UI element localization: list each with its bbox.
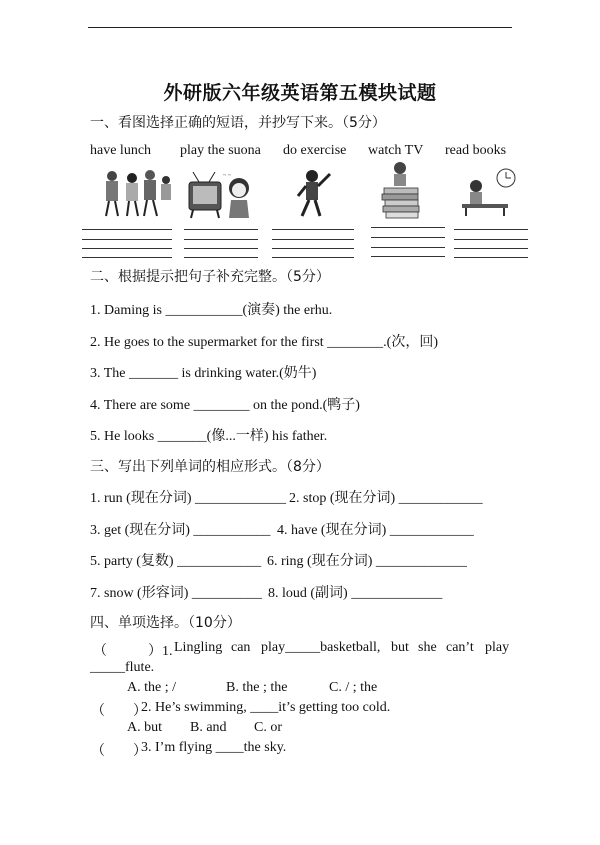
phrase-do-exercise: do exercise (283, 143, 347, 158)
word-form-item: 1. run (现在分词) _____________ (90, 491, 286, 506)
answer-line[interactable] (82, 257, 172, 258)
q1-word: but (391, 640, 409, 655)
word-form-item: 6. ring (现在分词) _____________ (267, 554, 467, 569)
answer-line[interactable] (82, 229, 172, 230)
answer-line[interactable] (371, 247, 445, 248)
section2-heading: 二、根据提示把句子补充完整。（5分） (90, 269, 330, 285)
answer-line[interactable] (371, 237, 445, 238)
answer-line[interactable] (371, 227, 445, 228)
answer-line[interactable] (454, 229, 528, 230)
section2-item-5: 5. He looks _______(像...一样) his father. (90, 429, 328, 444)
answer-line[interactable] (184, 257, 258, 258)
q1-word: can’t (446, 640, 474, 655)
word-form-item: 3. get (现在分词) ___________ (90, 523, 271, 538)
q2-option-c[interactable]: C. or (254, 720, 282, 735)
answer-line[interactable] (371, 256, 445, 257)
q3-paren: （ ） (91, 744, 147, 759)
q1-option-c[interactable]: C. / ; the (329, 680, 378, 695)
answer-line[interactable] (184, 248, 258, 249)
q3-text: 3. I’m flying ____the sky. (141, 740, 287, 755)
top-rule (88, 27, 512, 28)
section2-item-3: 3. The _______ is drinking water.(奶牛) (90, 366, 317, 381)
word-form-item: 2. stop (现在分词) ____________ (289, 491, 483, 506)
answer-line[interactable] (82, 248, 172, 249)
q1-paren-open: （ (93, 644, 107, 659)
word-form-item: 8. loud (副词) _____________ (268, 586, 443, 601)
page-title: 外研版六年级英语第五模块试题 (163, 82, 437, 104)
answer-line[interactable] (454, 257, 528, 258)
q1-word: she (418, 640, 437, 655)
word-form-item: 5. party (复数) ____________ (90, 554, 262, 569)
q1-option-b[interactable]: B. the ; the (226, 680, 288, 695)
q2-option-b[interactable]: B. and (190, 720, 227, 735)
section1-heading: 一、看图选择正确的短语，并抄写下来。（5分） (90, 115, 386, 131)
answer-line[interactable] (184, 239, 258, 240)
answer-line[interactable] (272, 229, 354, 230)
q1-number: ）1. (148, 644, 173, 659)
q1-option-a[interactable]: A. the ; / (127, 680, 176, 695)
q2-option-a[interactable]: A. but (127, 720, 162, 735)
q1-word: Lingling (174, 640, 223, 655)
word-form-item: 4. have (现在分词) ____________ (277, 523, 474, 538)
q1-word: play_____basketball, (261, 640, 381, 655)
q2-paren: （ ） (91, 704, 147, 719)
book-stack-illustration (378, 160, 424, 220)
phrase-read-books: read books (445, 143, 507, 158)
section2-item-2: 2. He goes to the supermarket for the first ________.(次，回) (90, 335, 438, 350)
phrase-play-the-suona: play the suona (180, 143, 261, 158)
section3-heading: 三、写出下列单词的相应形式。（8分） (90, 459, 330, 475)
tv-girl-illustration (185, 168, 257, 220)
answer-line[interactable] (272, 248, 354, 249)
q2-text: 2. He’s swimming, ____it’s getting too cold. (141, 700, 391, 715)
answer-line[interactable] (272, 257, 354, 258)
answer-line[interactable] (454, 248, 528, 249)
word-form-item: 7. snow (形容词) __________ (90, 586, 262, 601)
q1-word: play (485, 640, 510, 655)
answer-line[interactable] (454, 239, 528, 240)
phrase-watch-tv: watch TV (368, 143, 424, 158)
svg-text:~ ~: ~ ~ (223, 173, 231, 179)
section2-item-4: 4. There are some ________ on the pond.(鸭子) (90, 398, 360, 413)
answer-line[interactable] (184, 229, 258, 230)
phrase-have-lunch: have lunch (90, 143, 152, 158)
q1-line2: _____flute. (90, 660, 155, 675)
q1-word: can (231, 640, 251, 655)
reading-clock-illustration (458, 166, 518, 218)
answer-line[interactable] (82, 239, 172, 240)
exercise-illustration (290, 168, 340, 220)
section4-heading: 四、单项选择。（10分） (90, 615, 241, 631)
children-group-illustration (100, 168, 172, 220)
section2-item-1: 1. Daming is ___________(演奏) the erhu. (90, 303, 333, 318)
answer-line[interactable] (272, 239, 354, 240)
